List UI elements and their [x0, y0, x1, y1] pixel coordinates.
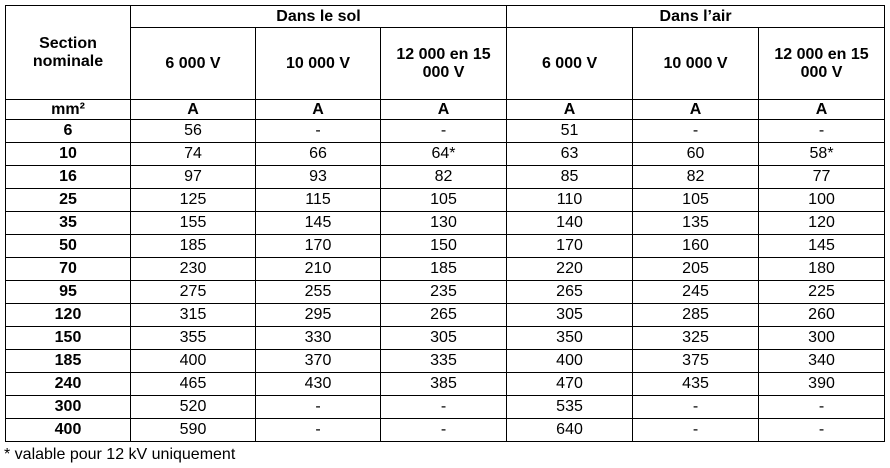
current-cell: 185 [131, 235, 256, 258]
current-cell: 160 [633, 235, 759, 258]
current-cell: 130 [381, 212, 507, 235]
section-header: Section nominale [6, 6, 131, 100]
current-cell: - [256, 120, 381, 143]
current-cell: 640 [507, 419, 633, 442]
current-cell: 60 [633, 143, 759, 166]
current-cell: 170 [507, 235, 633, 258]
current-cell: 97 [131, 166, 256, 189]
section-cell: 95 [6, 281, 131, 304]
table-row [6, 258, 885, 281]
table-row [6, 120, 885, 143]
current-cell: 305 [381, 327, 507, 350]
table-row [6, 396, 885, 419]
current-cell: 155 [131, 212, 256, 235]
section-cell: 35 [6, 212, 131, 235]
current-cell: 535 [507, 396, 633, 419]
current-cell: 93 [256, 166, 381, 189]
current-cell: 125 [131, 189, 256, 212]
unit-current: A [256, 100, 381, 120]
current-cell: 145 [256, 212, 381, 235]
current-cell: 170 [256, 235, 381, 258]
current-cell: 205 [633, 258, 759, 281]
current-cell: 180 [759, 258, 885, 281]
section-cell: 400 [6, 419, 131, 442]
current-cell: 385 [381, 373, 507, 396]
current-cell: - [759, 396, 885, 419]
current-cell: 63 [507, 143, 633, 166]
current-cell: 465 [131, 373, 256, 396]
section-cell: 300 [6, 396, 131, 419]
section-cell: 10 [6, 143, 131, 166]
current-cell: 295 [256, 304, 381, 327]
current-cell: - [759, 120, 885, 143]
current-cell: 74 [131, 143, 256, 166]
table-row [6, 350, 885, 373]
current-cell: - [256, 419, 381, 442]
section-cell: 50 [6, 235, 131, 258]
current-cell: 105 [381, 189, 507, 212]
current-cell: 82 [633, 166, 759, 189]
current-cell: 330 [256, 327, 381, 350]
voltage-header: 6 000 V [131, 28, 256, 100]
current-cell: 64* [381, 143, 507, 166]
section-cell: 150 [6, 327, 131, 350]
current-cell: - [633, 120, 759, 143]
section-cell: 240 [6, 373, 131, 396]
current-cell: 51 [507, 120, 633, 143]
current-cell: 225 [759, 281, 885, 304]
current-cell: 350 [507, 327, 633, 350]
current-cell: 370 [256, 350, 381, 373]
current-cell: 58* [759, 143, 885, 166]
unit-current: A [131, 100, 256, 120]
unit-current: A [759, 100, 885, 120]
table-row [6, 189, 885, 212]
footnote: * valable pour 12 kV uniquement [4, 446, 236, 463]
current-cell: - [381, 419, 507, 442]
table-row [6, 304, 885, 327]
current-cell: 275 [131, 281, 256, 304]
current-cell: 77 [759, 166, 885, 189]
group-header-air: Dans l’air [507, 6, 885, 28]
current-cell: 115 [256, 189, 381, 212]
current-cell: 470 [507, 373, 633, 396]
current-cell: - [256, 396, 381, 419]
voltage-header: 12 000 en 15 000 V [381, 28, 507, 100]
unit-section: mm² [6, 100, 131, 120]
current-cell: 520 [131, 396, 256, 419]
unit-current: A [633, 100, 759, 120]
current-cell: 210 [256, 258, 381, 281]
voltage-header: 12 000 en 15 000 V [759, 28, 885, 100]
table-body [6, 120, 885, 442]
current-cell: - [381, 396, 507, 419]
current-cell: - [381, 120, 507, 143]
current-cell: 110 [507, 189, 633, 212]
current-cell: 105 [633, 189, 759, 212]
current-cell: 66 [256, 143, 381, 166]
table-row [6, 327, 885, 350]
current-cell: 300 [759, 327, 885, 350]
current-cell: - [633, 419, 759, 442]
current-cell: 235 [381, 281, 507, 304]
group-header-ground: Dans le sol [131, 6, 507, 28]
table-row [6, 143, 885, 166]
current-cell: 325 [633, 327, 759, 350]
current-cell: 265 [507, 281, 633, 304]
current-cell: 400 [507, 350, 633, 373]
current-cell: 100 [759, 189, 885, 212]
current-cell: 265 [381, 304, 507, 327]
section-cell: 120 [6, 304, 131, 327]
voltage-header: 10 000 V [256, 28, 381, 100]
current-cell: - [633, 396, 759, 419]
current-cell: 82 [381, 166, 507, 189]
current-cell: 245 [633, 281, 759, 304]
current-cell: 150 [381, 235, 507, 258]
section-cell: 6 [6, 120, 131, 143]
section-cell: 25 [6, 189, 131, 212]
section-cell: 16 [6, 166, 131, 189]
current-cell: 390 [759, 373, 885, 396]
section-cell: 185 [6, 350, 131, 373]
current-cell: 85 [507, 166, 633, 189]
table-row [6, 419, 885, 442]
voltage-header: 10 000 V [633, 28, 759, 100]
unit-current: A [381, 100, 507, 120]
current-cell: 285 [633, 304, 759, 327]
current-cell: 260 [759, 304, 885, 327]
current-cell: 140 [507, 212, 633, 235]
table-row [6, 212, 885, 235]
current-cell: 305 [507, 304, 633, 327]
current-capacity-table [5, 5, 885, 442]
section-cell: 70 [6, 258, 131, 281]
current-cell: 340 [759, 350, 885, 373]
current-cell: 185 [381, 258, 507, 281]
voltage-header: 6 000 V [507, 28, 633, 100]
current-cell: 230 [131, 258, 256, 281]
table-row [6, 373, 885, 396]
current-cell: 315 [131, 304, 256, 327]
current-cell: 255 [256, 281, 381, 304]
current-cell: 135 [633, 212, 759, 235]
table-row [6, 281, 885, 304]
current-cell: 430 [256, 373, 381, 396]
current-cell: 56 [131, 120, 256, 143]
table-row [6, 166, 885, 189]
table-row [6, 235, 885, 258]
current-cell: 400 [131, 350, 256, 373]
current-cell: 355 [131, 327, 256, 350]
current-cell: 590 [131, 419, 256, 442]
current-cell: 375 [633, 350, 759, 373]
current-cell: 145 [759, 235, 885, 258]
current-cell: 435 [633, 373, 759, 396]
current-cell: 335 [381, 350, 507, 373]
unit-current: A [507, 100, 633, 120]
current-cell: 120 [759, 212, 885, 235]
current-cell: - [759, 419, 885, 442]
current-cell: 220 [507, 258, 633, 281]
